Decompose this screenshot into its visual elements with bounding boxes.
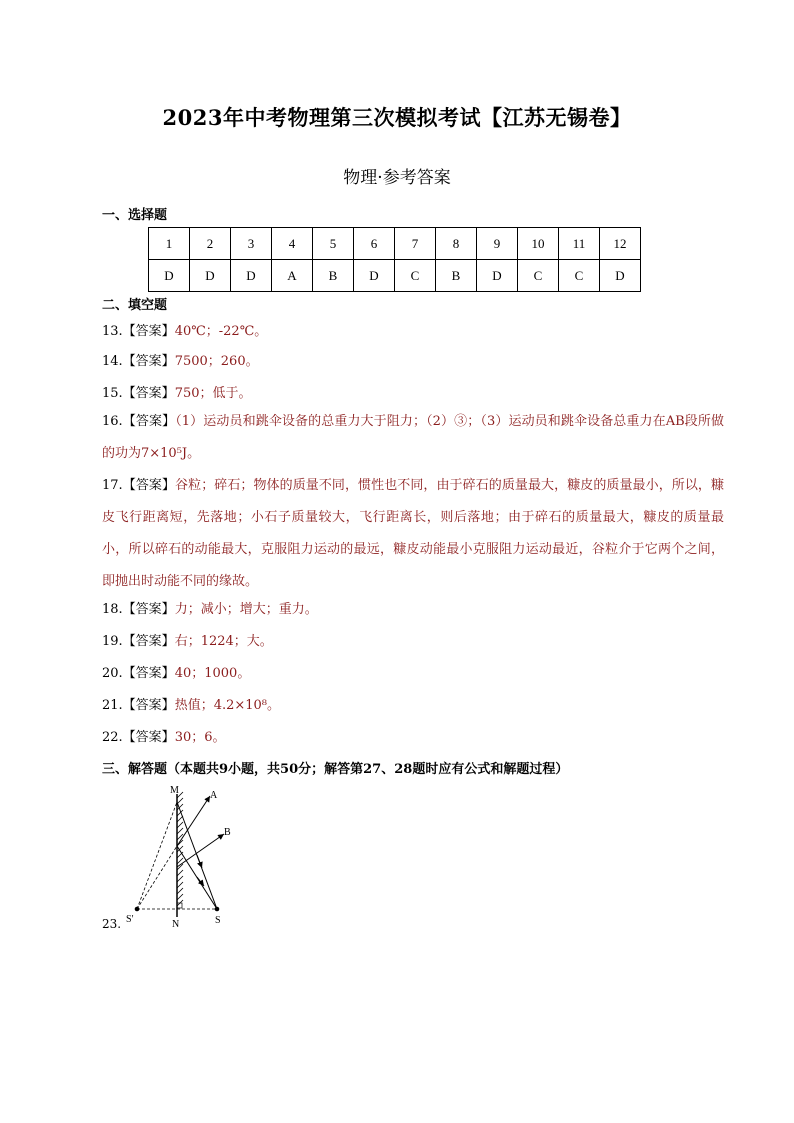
reflected-ray-b: [177, 834, 224, 867]
table-cell: C: [559, 260, 600, 292]
table-cell: A: [272, 260, 313, 292]
table-cell: 11: [559, 228, 600, 260]
page-title: 2023年中考物理第三次模拟考试【江苏无锡卷】: [162, 105, 632, 130]
table-cell: 12: [600, 228, 641, 260]
incident-arrow-b: [197, 877, 204, 886]
section-solve-heading: 三、解答题（本题共9小题，共50分；解答第27、28题时应有公式和解题过程）: [102, 762, 569, 777]
table-cell: 7: [395, 228, 436, 260]
table-cell: D: [600, 260, 641, 292]
table-cell: D: [477, 260, 518, 292]
reflected-ray-a: [177, 796, 210, 846]
section-fill-heading: 二、填空题: [102, 298, 168, 313]
question-23-number: 23.: [102, 917, 122, 931]
table-cell: D: [149, 260, 190, 292]
answer-text: 热值；4.2×10⁸。: [174, 698, 281, 713]
table-cell: 2: [190, 228, 231, 260]
label-m: M: [170, 785, 179, 796]
table-cell: D: [231, 260, 272, 292]
table-cell: 8: [436, 228, 477, 260]
answer-19: [102, 630, 273, 649]
table-cell: 6: [354, 228, 395, 260]
mirror-reflection-diagram: [120, 782, 240, 930]
table-cell: 4: [272, 228, 313, 260]
answer-label: 13.【答案】: [102, 324, 175, 339]
section-choice-heading: 一、选择题: [102, 208, 168, 223]
answer-22: [102, 726, 226, 745]
label-s-prime: S′: [126, 914, 134, 925]
answer-text: 谷粒；碎石；物体的质量不同，惯性也不同，由于碎石的质量最大，糠皮的质量最小，所以，糠皮飞行距离短，先落地；小石子质量较大，飞行距离长，则后落地；由于碎石的质量最大，糠皮的质量最小，所以碎石的动能最大，克服阻力运动的最远，糠皮动能最小克服阻力运动最近，谷粒介于它两个之间，即抛出时动能不同的缘故。: [102, 478, 724, 589]
image-point-s-prime: [135, 907, 140, 912]
table-cell: B: [313, 260, 354, 292]
answer-text: （1）运动员和跳伞设备的总重力大于阻力；（2）③；（3）运动员和跳伞设备总重力在AB段所做的功为7×10⁵J。: [102, 414, 724, 461]
answer-label: 16.【答案】: [102, 414, 176, 429]
table-cell: B: [436, 260, 477, 292]
incident-arrow-a: [197, 855, 202, 868]
label-b: B: [224, 827, 231, 838]
answer-label: 15.【答案】: [102, 386, 175, 401]
page-subtitle: 物理·参考答案: [343, 168, 451, 188]
table-cell: 1: [149, 228, 190, 260]
table-row-answers: [149, 260, 641, 292]
answer-text: 750；低于。: [174, 386, 252, 401]
answer-text: 40；1000。: [174, 666, 251, 681]
table-row-numbers: [149, 228, 641, 260]
answer-17: [102, 470, 724, 598]
answer-15: [102, 382, 252, 401]
answer-label: 22.【答案】: [102, 730, 175, 745]
answer-label: 21.【答案】: [102, 698, 175, 713]
label-n: N: [172, 919, 180, 930]
table-cell: C: [518, 260, 559, 292]
answer-18: [102, 598, 318, 617]
answer-label: 17.【答案】: [102, 478, 176, 493]
answer-16: [102, 406, 724, 470]
table-cell: C: [395, 260, 436, 292]
answer-13: [102, 320, 267, 339]
table-cell: 9: [477, 228, 518, 260]
answer-21: [102, 694, 280, 713]
answer-label: 19.【答案】: [102, 634, 175, 649]
table-cell: 10: [518, 228, 559, 260]
answer-14: [102, 350, 259, 369]
label-s: S: [215, 915, 221, 926]
virtual-ray-a: [137, 802, 177, 909]
answer-text: 右；1224；大。: [174, 634, 273, 649]
answer-label: 14.【答案】: [102, 354, 175, 369]
table-cell: 5: [313, 228, 354, 260]
table-cell: D: [354, 260, 395, 292]
answer-text: 30；6。: [174, 730, 226, 745]
choice-answer-table: [148, 227, 641, 292]
answer-text: 力；减小；增大；重力。: [174, 602, 318, 617]
label-a: A: [210, 790, 218, 801]
answer-label: 18.【答案】: [102, 602, 175, 617]
source-point-s: [215, 907, 220, 912]
answer-text: 7500；260。: [174, 354, 259, 369]
table-cell: D: [190, 260, 231, 292]
answer-text: 40℃；-22℃。: [174, 324, 268, 339]
answer-20: [102, 662, 250, 681]
table-cell: 3: [231, 228, 272, 260]
answer-label: 20.【答案】: [102, 666, 175, 681]
